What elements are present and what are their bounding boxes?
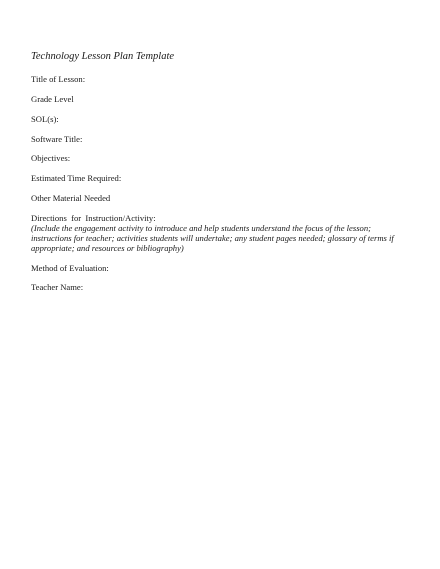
directions-heading: Directions for Instruction/Activity: — [31, 213, 156, 223]
field-estimated-time: Estimated Time Required: — [31, 173, 122, 183]
directions-note: (Include the engagement activity to introduce and help students understand the focus of the lesson; instructions for teacher; activities students will undertake; any student pages needed; glossary of terms if appropriate; and resources or bibliography) — [31, 223, 394, 253]
field-grade-level: Grade Level — [31, 94, 74, 104]
field-teacher-name: Teacher Name: — [31, 282, 84, 292]
document-title: Technology Lesson Plan Template — [31, 51, 175, 62]
field-title-of-lesson: Title of Lesson: — [31, 74, 86, 84]
field-method-of-evaluation: Method of Evaluation: — [31, 263, 109, 273]
directions-section — [31, 213, 411, 253]
field-other-material: Other Material Needed — [31, 193, 111, 203]
field-sols: SOL(s): — [31, 114, 59, 124]
field-objectives: Objectives: — [31, 153, 71, 163]
field-software-title: Software Title: — [31, 134, 83, 144]
